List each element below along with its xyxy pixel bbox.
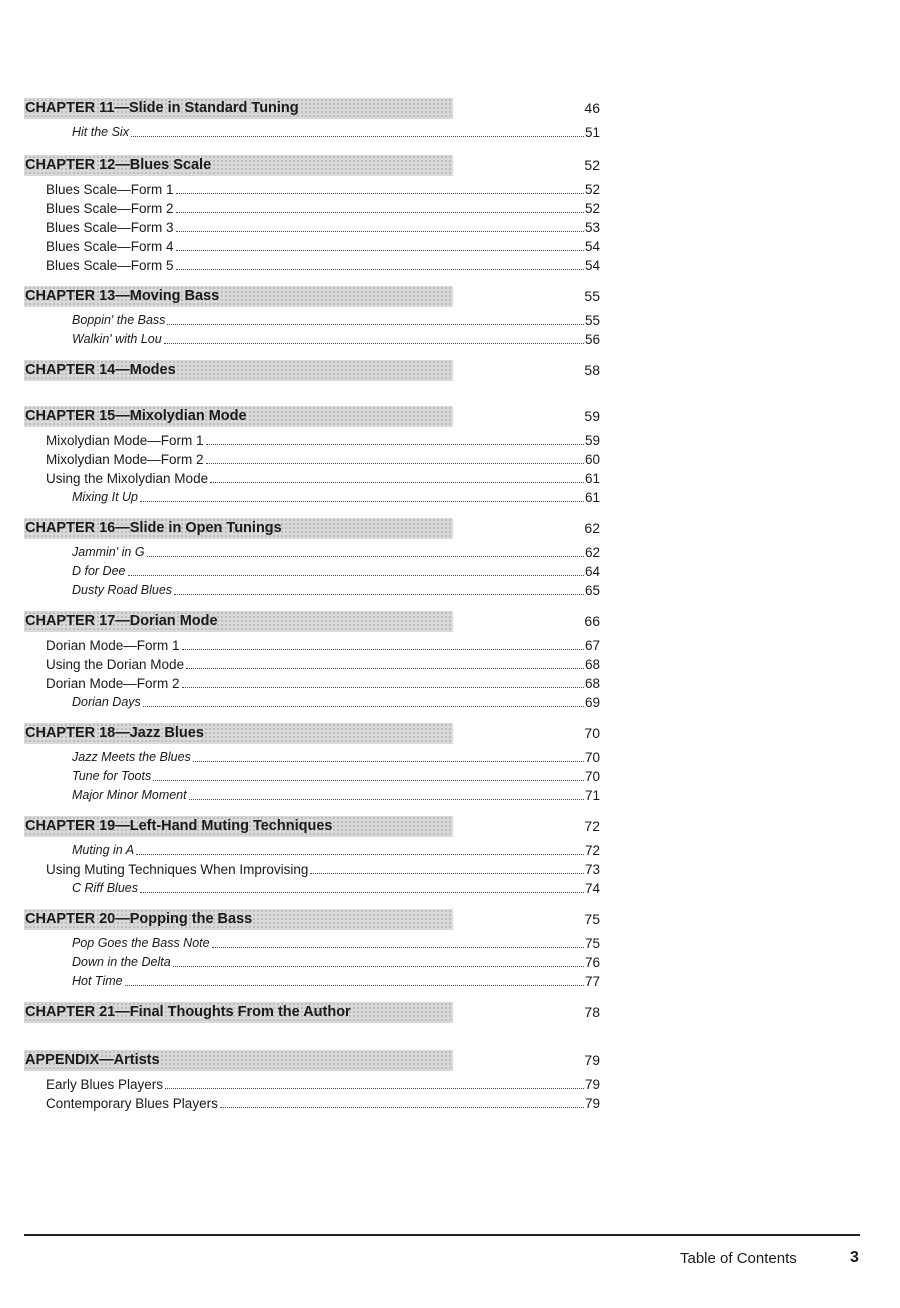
chapter-title: CHAPTER 11—Slide in Standard Tuning [24,98,453,119]
song-entry [24,561,600,580]
chapter-title: CHAPTER 13—Moving Bass [24,286,453,307]
entry-title: Jammin' in G [72,545,145,559]
dot-leader [220,1107,584,1108]
chapter-section [24,284,600,348]
dot-leader [176,193,584,194]
entry-page-number: 71 [584,788,600,803]
chapter-page-number: 79 [584,1052,600,1068]
chapter-section [24,516,600,599]
lesson-entry [24,179,600,198]
entry-title: Blues Scale—Form 1 [46,182,174,197]
chapter-heading [24,358,600,384]
dot-leader [140,501,584,502]
chapter-section [24,96,600,141]
entry-page-number: 54 [584,239,600,254]
entry-title: Muting in A [72,843,135,857]
dot-leader [153,780,584,781]
lesson-entry [24,673,600,692]
chapter-heading [24,907,600,933]
chapter-title: CHAPTER 15—Mixolydian Mode [24,406,453,427]
chapter-page-number: 59 [584,408,600,424]
song-entry [24,952,600,971]
chapter-title: CHAPTER 19—Left-Hand Muting Techniques [24,816,453,837]
entry-page-number: 61 [584,490,600,505]
chapter-title: CHAPTER 21—Final Thoughts From the Author [24,1002,453,1023]
entry-title: Mixolydian Mode—Form 1 [46,433,204,448]
dot-leader [210,482,584,483]
dot-leader [206,444,584,445]
dot-leader [182,649,584,650]
chapter-title: CHAPTER 16—Slide in Open Tunings [24,518,453,539]
song-entry [24,692,600,711]
entry-page-number: 74 [584,881,600,896]
entry-title: Blues Scale—Form 3 [46,220,174,235]
entry-title: Hot Time [72,974,123,988]
dot-leader [193,761,584,762]
entry-page-number: 77 [584,974,600,989]
dot-leader [164,343,584,344]
table-of-contents [24,96,600,1122]
entry-title: Using the Dorian Mode [46,657,185,672]
entry-title: Dorian Days [72,695,141,709]
chapter-section [24,907,600,990]
entry-title: D for Dee [72,564,126,578]
entry-title: Down in the Delta [72,955,171,969]
song-entry [24,310,600,329]
entry-page-number: 76 [584,955,600,970]
entry-page-number: 60 [584,452,600,467]
entry-title: Blues Scale—Form 2 [46,201,174,216]
dot-leader [176,231,584,232]
chapter-section [24,404,600,506]
lesson-entry [24,430,600,449]
chapter-page-number: 70 [584,725,600,741]
dot-leader [143,706,584,707]
chapter-title: CHAPTER 17—Dorian Mode [24,611,453,632]
entry-title: Contemporary Blues Players [46,1096,218,1111]
entry-page-number: 75 [584,936,600,951]
chapter-title: APPENDIX—Artists [24,1050,453,1071]
dot-leader [136,854,584,855]
entry-page-number: 68 [584,657,600,672]
entry-page-number: 52 [584,201,600,216]
song-entry [24,580,600,599]
entry-page-number: 53 [584,220,600,235]
chapter-heading [24,96,600,122]
lesson-entry [24,654,600,673]
entry-page-number: 67 [584,638,600,653]
chapter-page-number: 66 [584,613,600,629]
footer-rule [24,1234,860,1236]
dot-leader [140,892,584,893]
song-entry [24,487,600,506]
lesson-entry [24,1093,600,1112]
chapter-heading [24,609,600,635]
entry-page-number: 62 [584,545,600,560]
entry-title: Walkin' with Lou [72,332,162,346]
dot-leader [131,136,584,137]
chapter-page-number: 62 [584,520,600,536]
dot-leader [125,985,584,986]
entry-title: Blues Scale—Form 5 [46,258,174,273]
entry-title: Early Blues Players [46,1077,164,1092]
entry-title: Dorian Mode—Form 1 [46,638,180,653]
chapter-heading [24,284,600,310]
dot-leader [310,873,584,874]
entry-page-number: 68 [584,676,600,691]
dot-leader [147,556,584,557]
dot-leader [212,947,584,948]
lesson-entry [24,449,600,468]
dot-leader [176,269,584,270]
song-entry [24,933,600,952]
entry-page-number: 56 [584,332,600,347]
entry-page-number: 55 [584,313,600,328]
dot-leader [176,250,584,251]
chapter-title: CHAPTER 14—Modes [24,360,453,381]
song-entry [24,840,600,859]
chapter-heading [24,814,600,840]
chapter-section [24,358,600,384]
lesson-entry [24,198,600,217]
lesson-entry [24,217,600,236]
song-entry [24,122,600,141]
entry-title: Boppin' the Bass [72,313,166,327]
entry-page-number: 73 [584,862,600,877]
chapter-section [24,609,600,711]
chapter-page-number: 52 [584,157,600,173]
lesson-entry [24,255,600,274]
chapter-page-number: 72 [584,818,600,834]
entry-page-number: 79 [584,1077,600,1092]
chapter-title: CHAPTER 12—Blues Scale [24,155,453,176]
chapter-section [24,814,600,897]
chapter-section [24,1048,600,1112]
lesson-entry [24,859,600,878]
dot-leader [128,575,584,576]
dot-leader [189,799,584,800]
chapter-heading [24,1048,600,1074]
song-entry [24,971,600,990]
lesson-entry [24,468,600,487]
entry-title: C Riff Blues [72,881,138,895]
entry-title: Blues Scale—Form 4 [46,239,174,254]
song-entry [24,766,600,785]
entry-title: Hit the Six [72,125,129,139]
chapter-heading [24,153,600,179]
chapter-heading [24,1000,600,1026]
entry-title: Using the Mixolydian Mode [46,471,209,486]
chapter-heading [24,721,600,747]
chapter-section [24,721,600,804]
page-number: 3 [850,1249,859,1266]
entry-page-number: 64 [584,564,600,579]
song-entry [24,542,600,561]
chapter-section [24,153,600,274]
dot-leader [186,668,584,669]
chapter-title: CHAPTER 18—Jazz Blues [24,723,453,744]
entry-page-number: 51 [584,125,600,140]
footer-label: Table of Contents [680,1250,797,1267]
entry-title: Dorian Mode—Form 2 [46,676,180,691]
song-entry [24,329,600,348]
entry-page-number: 72 [584,843,600,858]
entry-title: Pop Goes the Bass Note [72,936,210,950]
entry-title: Jazz Meets the Blues [72,750,191,764]
entry-page-number: 59 [584,433,600,448]
entry-title: Using Muting Techniques When Improvising [46,862,309,877]
chapter-heading [24,516,600,542]
lesson-entry [24,635,600,654]
song-entry [24,747,600,766]
entry-page-number: 70 [584,769,600,784]
dot-leader [182,687,584,688]
entry-page-number: 79 [584,1096,600,1111]
entry-title: Mixolydian Mode—Form 2 [46,452,204,467]
chapter-section [24,1000,600,1026]
chapter-page-number: 75 [584,911,600,927]
entry-title: Tune for Toots [72,769,152,783]
entry-page-number: 69 [584,695,600,710]
chapter-page-number: 46 [584,100,600,116]
lesson-entry [24,1074,600,1093]
entry-page-number: 65 [584,583,600,598]
chapter-page-number: 58 [584,362,600,378]
lesson-entry [24,236,600,255]
dot-leader [167,324,584,325]
chapter-page-number: 78 [584,1004,600,1020]
entry-title: Dusty Road Blues [72,583,173,597]
song-entry [24,785,600,804]
entry-title: Major Minor Moment [72,788,187,802]
entry-page-number: 70 [584,750,600,765]
dot-leader [165,1088,584,1089]
entry-page-number: 54 [584,258,600,273]
entry-page-number: 61 [584,471,600,486]
chapter-title: CHAPTER 20—Popping the Bass [24,909,453,930]
chapter-heading [24,404,600,430]
entry-title: Mixing It Up [72,490,138,504]
entry-page-number: 52 [584,182,600,197]
dot-leader [176,212,584,213]
chapter-page-number: 55 [584,288,600,304]
song-entry [24,878,600,897]
dot-leader [173,966,584,967]
dot-leader [174,594,584,595]
dot-leader [206,463,584,464]
